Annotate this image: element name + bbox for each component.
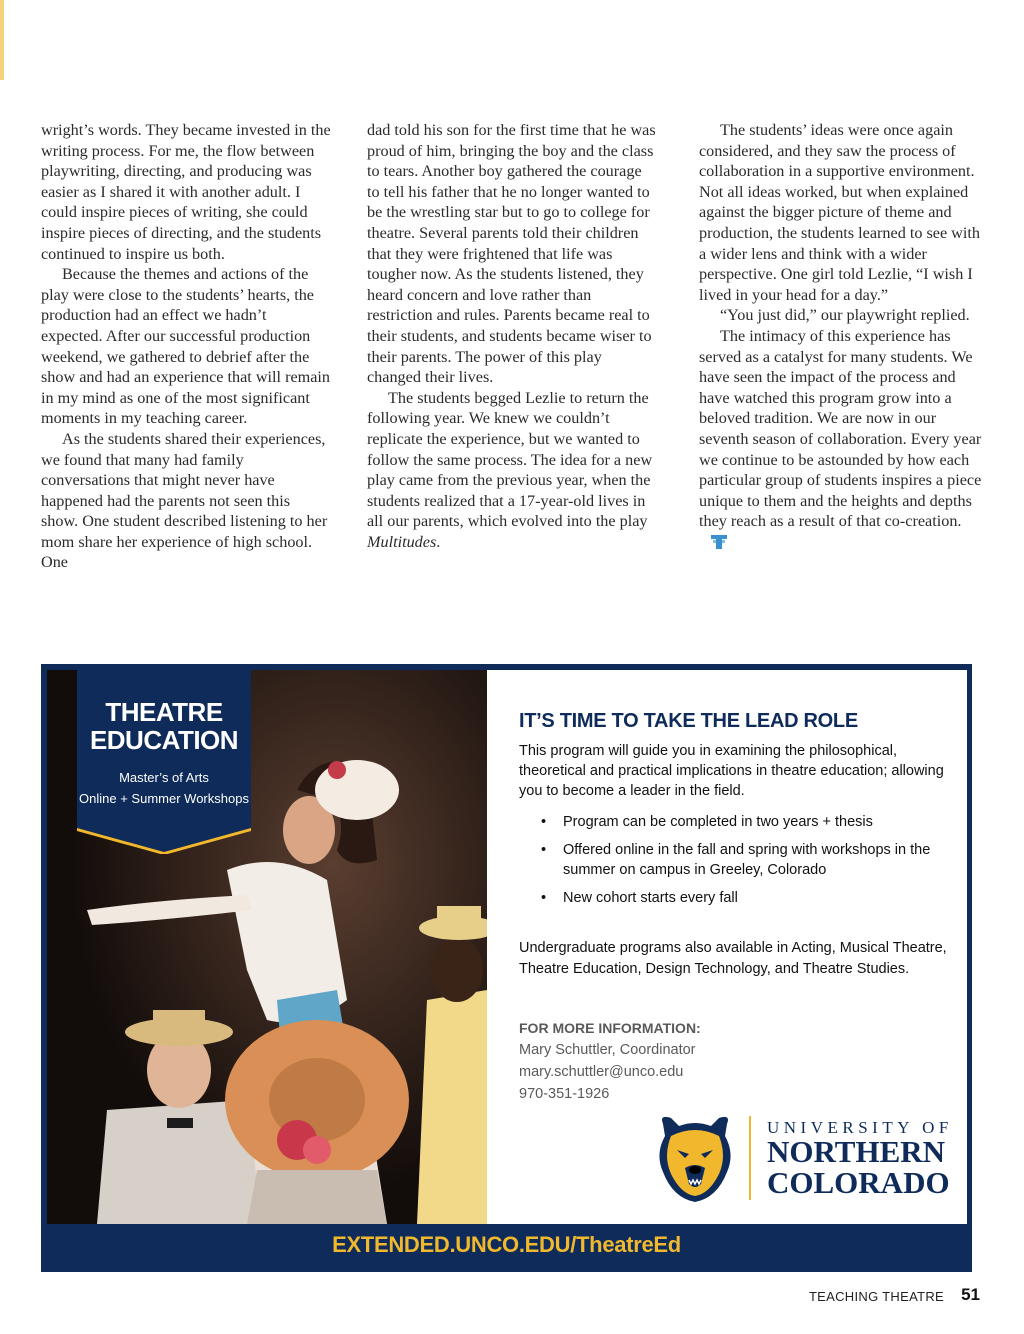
- article-column-2: [367, 120, 657, 552]
- bear-logo-icon: [655, 1114, 735, 1202]
- tt-logo-icon: [711, 535, 727, 549]
- publication-name: TEACHING THEATRE: [808, 1289, 944, 1304]
- contact-phone[interactable]: 970-351-1926: [519, 1086, 610, 1102]
- gold-corner-accent: [0, 0, 4, 80]
- feature-item: [537, 840, 957, 880]
- contact-name: Mary Schuttler, Coordinator: [519, 1042, 696, 1058]
- feature-item: [537, 812, 957, 832]
- paragraph: [699, 326, 989, 553]
- paragraph-end: .: [436, 532, 441, 551]
- play-title: Multitudes: [367, 532, 437, 551]
- paragraph: “You just did,” our playwright replied.: [720, 306, 970, 325]
- ad-info-panel: [487, 670, 967, 1224]
- bullet-icon: •: [541, 814, 547, 830]
- article-column-1: [41, 120, 331, 573]
- logo-divider: [749, 1116, 751, 1200]
- paragraph-text: The intimacy of this experience has served as a catalyst for many students. We have seen the impact of the process and have watched this program grow into a beloved tradition. We are now in our seventh season of collaboration. Every year we continue to be astounded by how each particular group of students inspires a piece unique to them and the heights and depths they reach as a result of that co-creation.: [699, 326, 982, 531]
- ad-headline: IT’S TIME TO TAKE THE LEAD ROLE: [519, 710, 858, 732]
- feature-text: Program can be completed in two years + thesis: [563, 814, 873, 830]
- banner-title-line1: THEATRE: [105, 697, 223, 727]
- contact-email[interactable]: mary.schuttler@unco.edu: [519, 1064, 684, 1080]
- university-name-line2: NORTHERN: [767, 1134, 946, 1169]
- paragraph: dad told his son for the first time that he was proud of him, bringing the boy and the class to tears. Another boy gathered the courage to tell his father that he no longer wanted to be the wrestling star but to go to college for theatre. Several parents told their children that they were frightened that life was tougher now. As the students listened, they heard concern and love rather than restriction and rules. Parents became real to their students, and students became wiser to their parents. The power of this play changed their lives.: [367, 121, 656, 387]
- banner-chevron-icon: [77, 824, 251, 854]
- undergrad-note: Undergraduate programs also available in Acting, Musical Theatre, Theatre Education, Design Technology, and Theatre Studies.: [519, 940, 947, 977]
- feature-text: New cohort starts every fall: [563, 890, 738, 906]
- ad-theatre-education: [41, 664, 972, 1272]
- paragraph: The students’ ideas were once again considered, and they saw the process of collaboration in a supportive environment. Not all ideas worked, but when explained against the bigger picture of theme and production, the students learned to see with a wider lens and think with a wider perspective. One girl told Lezlie, “I wish I lived in your head for a day.”: [699, 121, 980, 304]
- article-column-3: [699, 120, 989, 552]
- paragraph: As the students shared their experiences, we found that many had family conversations that might never have happened had the parents not seen this show. One student described listening to her mom share her experience of high school. One: [41, 429, 328, 572]
- banner-title: [77, 698, 251, 754]
- bullet-icon: •: [541, 890, 547, 906]
- program-features: [537, 812, 957, 916]
- ad-intro: This program will guide you in examining the philosophical, theoretical and practical implications in theatre education; allowing you to become a leader in the field.: [519, 743, 944, 799]
- paragraph-text: The students begged Lezlie to return the following year. We knew we couldn’t replicate the experience, but we wanted to follow the same process. The idea for a new play came from the previous year, when the students realized that a 17-year-old lives in all our parents, which evolved into the play: [367, 388, 653, 531]
- program-banner: [77, 670, 251, 830]
- page-number: 51: [961, 1285, 980, 1304]
- banner-title-line2: EDUCATION: [89, 725, 239, 755]
- format-label: Online + Summer Workshops: [79, 791, 249, 806]
- university-name-line3: COLORADO: [767, 1165, 950, 1200]
- bullet-icon: •: [541, 842, 547, 858]
- program-url-link[interactable]: EXTENDED.UNCO.EDU/TheatreEd: [332, 1232, 681, 1257]
- paragraph: [367, 388, 657, 553]
- performance-photo: [47, 670, 487, 1224]
- university-name-line1: UNIVERSITY OF: [767, 1118, 953, 1137]
- degree-label: Master’s of Arts: [119, 770, 209, 785]
- info-label: FOR MORE INFORMATION:: [519, 1020, 701, 1036]
- feature-item: [537, 888, 957, 908]
- paragraph: Because the themes and actions of the play were close to the students’ hearts, the production had an effect we hadn’t expected. After our successful production weekend, we gathered to debrief after the show and had an experience that will remain in my mind as one of the most significant moments in my teaching career.: [41, 265, 331, 428]
- feature-text: Offered online in the fall and spring with workshops in the summer on campus in Greeley, Colorado: [563, 842, 931, 878]
- paragraph: wright’s words. They became invested in the writing process. For me, the flow between playwriting, directing, and producing was easier as I shared it with another adult. I could inspire pieces of writing, she could inspire pieces of directing, and the students continued to inspire us both.: [41, 121, 331, 263]
